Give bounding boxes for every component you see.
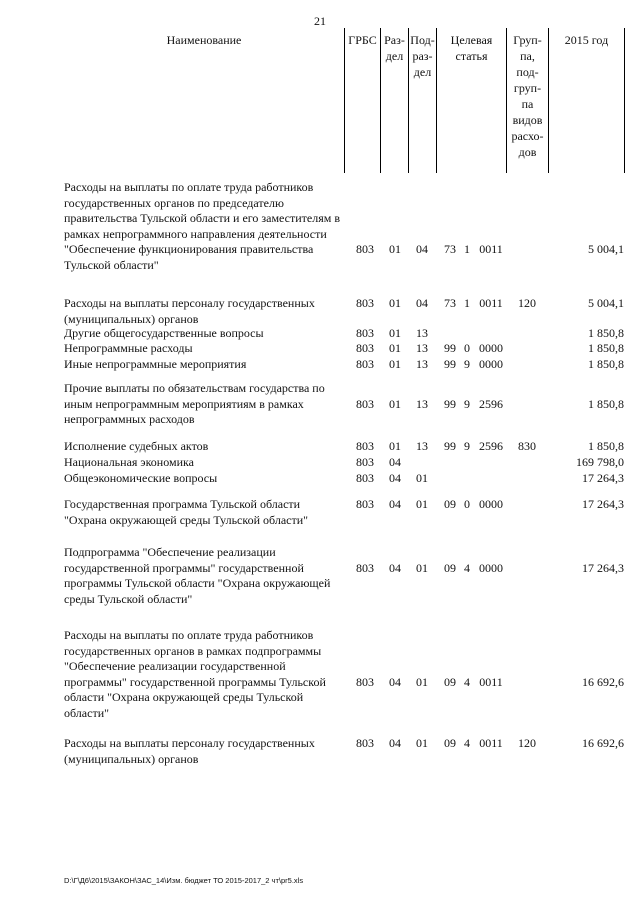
- row-name: Расходы на выплаты по оплате труда работников государственных органов по председателю правительства Тульской области и его заместителям в рамках непрограммного направления деятельности "Обеспечение функционирования правительства Тульской области": [64, 180, 341, 272]
- row-cs2: 1: [464, 296, 470, 310]
- table-row: [64, 471, 624, 487]
- row-razdel: 04: [389, 455, 401, 469]
- row-razdel: 01: [389, 326, 401, 340]
- row-razdel: 01: [389, 296, 401, 310]
- header-group: Груп- па, под- груп- па видов расхо- дов: [506, 28, 548, 173]
- row-razdel: 01: [389, 357, 401, 371]
- row-amount: 17 264,3: [582, 471, 624, 485]
- row-amount: 1 850,8: [588, 341, 624, 355]
- header-razdel: Раз- дел: [380, 28, 408, 173]
- row-cs2: 9: [464, 396, 470, 411]
- footer-path: D:\Г\Д6\2015\ЗАКОН\ЗАС_14\Изм. бюджет ТО 2015-2017_2 чт\pr5.xls: [64, 876, 304, 885]
- row-razdel: 01: [389, 396, 401, 411]
- row-cs1: 99: [444, 357, 456, 371]
- header-target: Целевая статья: [436, 28, 506, 173]
- row-podrazdel: 01: [416, 674, 428, 689]
- row-razdel: 01: [389, 242, 401, 256]
- table-row: [64, 628, 624, 724]
- table-row: [64, 341, 624, 357]
- row-cs2: 9: [464, 439, 470, 453]
- row-cs3: 2596: [479, 439, 503, 453]
- row-amount: 16 692,6: [582, 674, 624, 689]
- row-cs2: 4: [464, 560, 470, 575]
- row-cs3: 2596: [479, 396, 503, 411]
- row-podrazdel: 01: [416, 497, 428, 511]
- table-row: [64, 180, 624, 288]
- row-name: Расходы на выплаты по оплате труда работников государственных органов в рамках подпрограммы "Обеспечение реализации государственной программы" государственной программы Тульской области "Охрана окружающей среды Тульской области": [64, 628, 326, 720]
- row-grbs: 803: [356, 439, 374, 453]
- row-grbs: 803: [356, 341, 374, 355]
- row-cs3: 0011: [479, 674, 503, 689]
- row-cs3: 0000: [479, 560, 503, 575]
- row-name: Иные непрограммные мероприятия: [64, 357, 247, 371]
- row-amount: 1 850,8: [588, 326, 624, 340]
- row-cs3: 0000: [479, 357, 503, 371]
- row-amount: 1 850,8: [588, 357, 624, 371]
- table-row: [64, 357, 624, 373]
- row-podrazdel: 13: [416, 396, 428, 411]
- row-cs3: 0011: [479, 736, 503, 750]
- table-row: [64, 455, 624, 471]
- row-grbs: 803: [356, 560, 374, 575]
- row-name: Исполнение судебных актов: [64, 439, 209, 453]
- table-row: [64, 439, 624, 455]
- row-name: Расходы на выплаты персоналу государственных (муниципальных) органов: [64, 296, 315, 326]
- row-cs2: 4: [464, 674, 470, 689]
- row-name: Прочие выплаты по обязательствам государства по иным непрограммным мероприятиям в рамках непрограммных расходов: [64, 381, 325, 426]
- row-cs1: 09: [444, 560, 456, 575]
- row-grbs: 803: [356, 242, 374, 256]
- row-podrazdel: 13: [416, 439, 428, 453]
- row-razdel: 04: [389, 736, 401, 750]
- row-cs1: 09: [444, 736, 456, 750]
- row-podrazdel: 13: [416, 341, 428, 355]
- row-amount: 5 004,1: [588, 296, 624, 310]
- row-name: Непрограммные расходы: [64, 341, 193, 355]
- row-amount: 1 850,8: [588, 439, 624, 453]
- row-cs2: 1: [464, 242, 470, 256]
- row-razdel: 04: [389, 471, 401, 485]
- row-cs1: 99: [444, 396, 456, 411]
- row-vid: 830: [518, 439, 536, 453]
- row-podrazdel: 13: [416, 326, 428, 340]
- row-grbs: 803: [356, 471, 374, 485]
- table-row: [64, 497, 624, 529]
- row-grbs: 803: [356, 497, 374, 511]
- row-grbs: 803: [356, 326, 374, 340]
- table-row: [64, 545, 624, 609]
- row-cs2: 0: [464, 341, 470, 355]
- table-row: [64, 381, 624, 429]
- header-year: 2015 год: [548, 28, 624, 173]
- row-cs3: 0000: [479, 497, 503, 511]
- row-grbs: 803: [356, 296, 374, 310]
- row-vid: 120: [518, 736, 536, 750]
- row-cs1: 09: [444, 497, 456, 511]
- row-amount: 17 264,3: [582, 560, 624, 575]
- row-grbs: 803: [356, 736, 374, 750]
- table-row: [64, 296, 624, 328]
- row-amount: 5 004,1: [588, 242, 624, 256]
- row-amount: 169 798,0: [576, 455, 624, 469]
- row-cs1: 09: [444, 674, 456, 689]
- row-name: Другие общегосударственные вопросы: [64, 326, 264, 340]
- row-name: Общеэкономические вопросы: [64, 471, 218, 485]
- row-amount: 1 850,8: [588, 396, 624, 411]
- row-grbs: 803: [356, 396, 374, 411]
- header-name: Наименование: [166, 33, 242, 47]
- row-name: Расходы на выплаты персоналу государственных (муниципальных) органов: [64, 736, 315, 766]
- row-podrazdel: 01: [416, 471, 428, 485]
- row-podrazdel: 04: [416, 242, 428, 256]
- table-row: [64, 736, 624, 768]
- header-right-border: [624, 28, 625, 173]
- row-razdel: 04: [389, 674, 401, 689]
- header-podrazdel: Под- раз- дел: [408, 28, 436, 173]
- row-cs1: 99: [444, 439, 456, 453]
- row-name: Подпрограмма "Обеспечение реализации государственной программы" государственной программы Тульской области "Охрана окружающей среды Тульской области": [64, 545, 331, 606]
- row-name: Национальная экономика: [64, 455, 194, 469]
- row-razdel: 01: [389, 341, 401, 355]
- row-cs1: 73: [444, 242, 456, 256]
- table-row: [64, 326, 624, 342]
- row-podrazdel: 01: [416, 736, 428, 750]
- row-cs3: 0011: [479, 296, 503, 310]
- row-amount: 16 692,6: [582, 736, 624, 750]
- row-podrazdel: 01: [416, 560, 428, 575]
- row-podrazdel: 04: [416, 296, 428, 310]
- row-cs2: 0: [464, 497, 470, 511]
- row-cs1: 99: [444, 341, 456, 355]
- row-cs2: 9: [464, 357, 470, 371]
- row-grbs: 803: [356, 674, 374, 689]
- row-amount: 17 264,3: [582, 497, 624, 511]
- row-razdel: 04: [389, 497, 401, 511]
- row-grbs: 803: [356, 455, 374, 469]
- row-vid: 120: [518, 296, 536, 310]
- row-cs1: 73: [444, 296, 456, 310]
- row-cs2: 4: [464, 736, 470, 750]
- row-cs3: 0011: [479, 242, 503, 256]
- row-razdel: 01: [389, 439, 401, 453]
- row-cs3: 0000: [479, 341, 503, 355]
- row-podrazdel: 13: [416, 357, 428, 371]
- row-name: Государственная программа Тульской области "Охрана окружающей среды Тульской области": [64, 497, 309, 527]
- page-number: 21: [314, 14, 326, 28]
- row-razdel: 04: [389, 560, 401, 575]
- row-grbs: 803: [356, 357, 374, 371]
- header-grbs: ГРБС: [344, 28, 380, 173]
